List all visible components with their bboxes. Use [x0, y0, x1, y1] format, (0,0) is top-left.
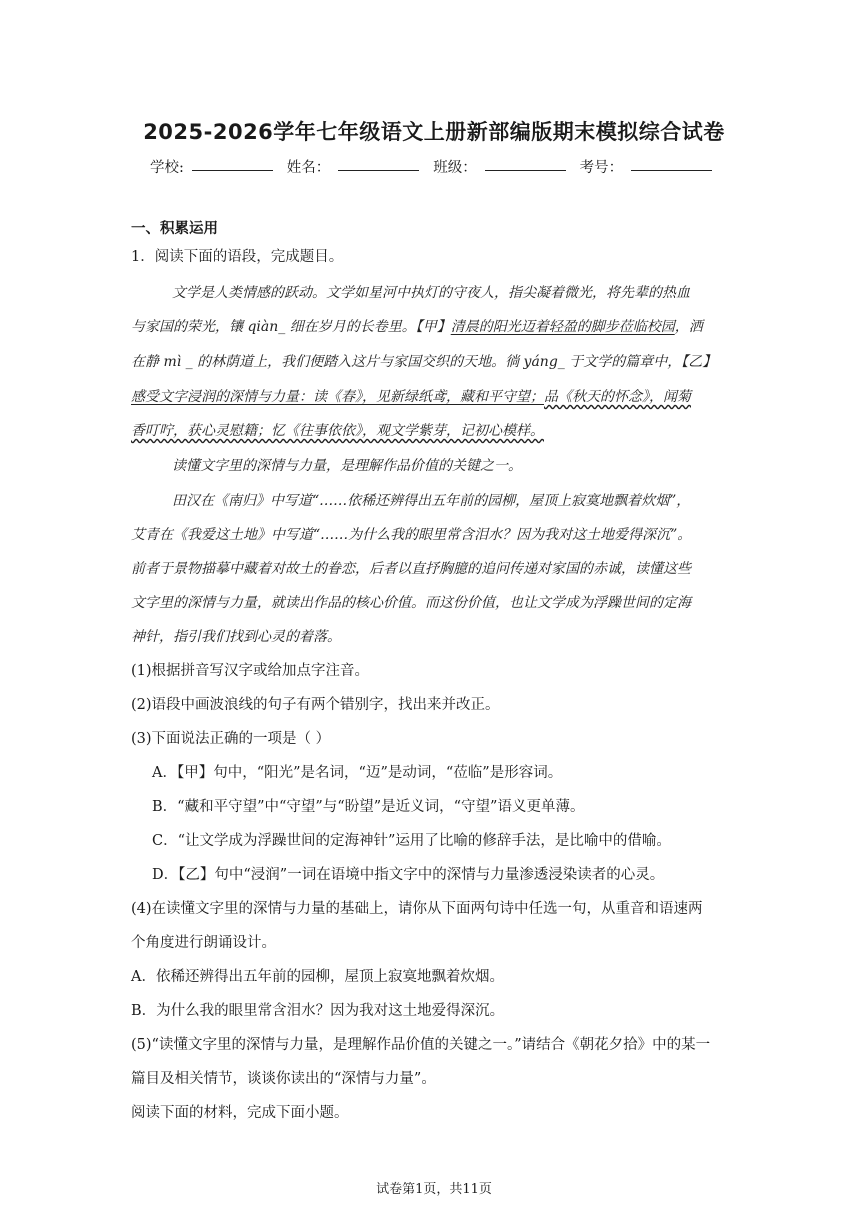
passage-line-2a: 与家国的荣光，镶 qiàn_ 细在岁月的长卷里。【甲】 — [131, 319, 451, 335]
passage-p3-line-5: 神针，指引我们找到心灵的着落。 — [131, 629, 341, 645]
student-info-row — [150, 156, 720, 177]
sub-question-4-line-1: (4)在读懂文字里的深情与力量的基础上，请你从下面两句诗中任选一句，从重音和语速两 — [131, 901, 703, 917]
passage-paragraph-2: 读懂文字里的深情与力量，是理解作品价值的关键之一。 — [172, 458, 522, 474]
sub-question-4-line-2: 个角度进行朗诵设计。 — [131, 935, 276, 951]
reading-instruction: 阅读下面的材料，完成下面小题。 — [131, 1105, 349, 1121]
option-c: C．“让文学成为浮躁世间的定海神针”运用了比喻的修辞手法，是比喻中的借喻。 — [152, 833, 671, 849]
sub-question-5-line-1: (5)“读懂文字里的深情与力量，是理解作品价值的关键之一。”请结合《朝花夕拾》中的某一 — [131, 1037, 711, 1053]
passage-line-2 — [131, 317, 703, 337]
sub-question-1: (1)根据拼音写汉字或给加点字注音。 — [131, 663, 370, 679]
exam-title: 2025-2026学年七年级语文上册新部编版期末模拟综合试卷 — [143, 120, 725, 144]
passage-line-5: 香叮咛，获心灵慰籍；忆《往事依依》，观文学紫芽，记初心模样。 — [131, 423, 544, 439]
question-1: 1．阅读下面的语段，完成题目。 — [131, 249, 344, 265]
passage-p3-line-3: 前者于景物描摹中藏着对故土的眷恋，后者以直抒胸臆的追问传递对家国的赤诚，读懂这些 — [131, 561, 691, 577]
passage-p3-line-4: 文字里的深情与力量，就读出作品的核心价值。而这份价值，也让文学成为浮躁世间的定海 — [131, 595, 691, 611]
passage-p3-line-1: 田汉在《南归》中写道“……依稀还辨得出五年前的园柳，屋顶上寂寞地飘着炊烟”， — [172, 493, 691, 509]
option-d: D．【乙】句中“浸润”一词在语境中指文字中的深情与力量渗透浸染读者的心灵。 — [152, 867, 665, 883]
passage-p3-line-2: 艾青在《我爱这土地》中写道“……为什么我的眼里常含泪水？因为我对这土地爱得深沉”。 — [131, 527, 692, 543]
name-blank — [338, 156, 419, 171]
sub-question-5-line-2: 篇目及相关情节，谈谈你读出的“深情与力量”。 — [131, 1071, 436, 1087]
school-label: 学校: — [150, 160, 184, 176]
exam-no-blank — [631, 156, 712, 171]
sub-question-4-choice-b: B．为什么我的眼里常含泪水？因为我对这土地爱得深沉。 — [131, 1003, 505, 1019]
exam-no-label: 考号： — [579, 160, 624, 176]
page-footer: 试卷第1页，共11页 — [376, 1182, 492, 1197]
sentence-yi-wavy: 品《秋天的怀念》，闻菊 — [544, 389, 691, 405]
passage-line-4 — [131, 387, 691, 407]
school-blank — [192, 156, 273, 171]
section-heading: 一、积累运用 — [131, 221, 218, 237]
sub-question-2: (2)语段中画波浪线的句子有两个错别字，找出来并改正。 — [131, 697, 500, 713]
passage-line-4a: 感受文字浸润的深情与力量：读《春》，见新绿纸鸢，藏和平守望； — [131, 389, 544, 405]
passage-line-2c: ，洒 — [674, 319, 703, 335]
sentence-jia: 清晨的阳光迈着轻盈的脚步莅临校园 — [450, 319, 675, 335]
option-b: B．“藏和平守望”中“守望”与“盼望”是近义词，“守望”语义更单薄。 — [152, 799, 585, 815]
sub-question-3: (3)下面说法正确的一项是（ ） — [131, 731, 331, 747]
class-label: 班级： — [433, 160, 477, 176]
passage-line-3: 在静 mì _ 的林荫道上，我们便踏入这片与家国交织的天地。徜 yáng_ 于文学的篇章中，【乙】 — [131, 354, 717, 370]
name-label: 姓名： — [286, 160, 331, 176]
option-a: A．【甲】句中，“阳光”是名词，“迈”是动词，“莅临”是形容词。 — [152, 765, 563, 781]
passage-line-1: 文学是人类情感的跃动。文学如星河中执灯的守夜人，指尖凝着微光，将先辈的热血 — [172, 285, 690, 301]
sub-question-4-choice-a: A．依稀还辨得出五年前的园柳，屋顶上寂寞地飘着炊烟。 — [131, 969, 504, 985]
class-blank — [485, 156, 566, 171]
